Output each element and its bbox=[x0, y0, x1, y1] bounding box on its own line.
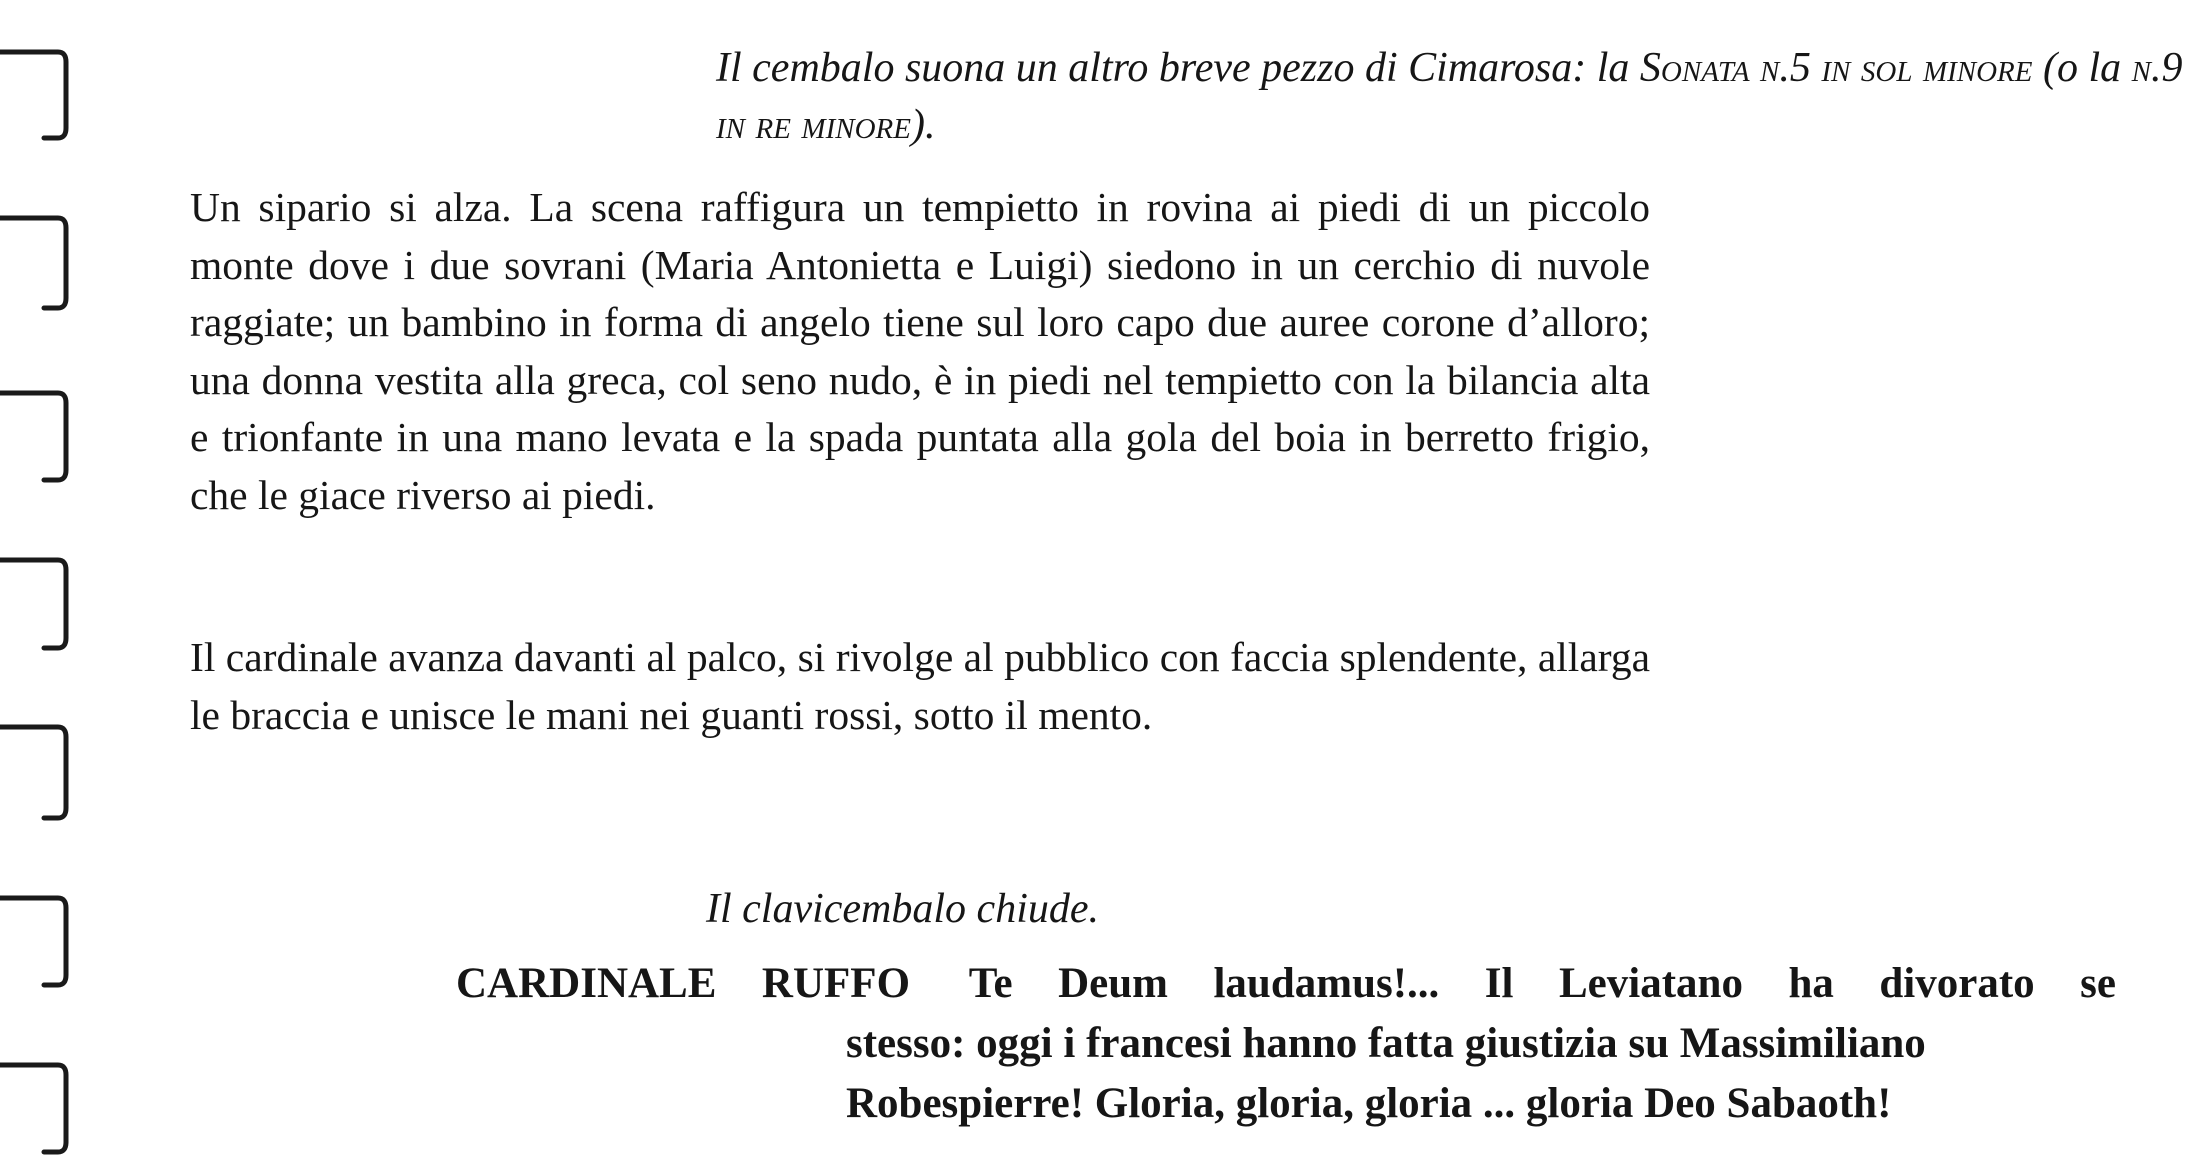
speech-line: stesso: oggi i francesi hanno fatta giustizia su Massimiliano bbox=[846, 1020, 1926, 1067]
binding-ring bbox=[0, 898, 66, 985]
binding-ring bbox=[0, 218, 66, 308]
spiral-binding bbox=[0, 0, 80, 1175]
stage-direction-text: Il cembalo suona un altro breve pezzo di Cimarosa: la bbox=[716, 45, 1640, 91]
speech-text: Te Deum laudamus!... Il Leviatano ha divorato se bbox=[968, 960, 2116, 1007]
narrative-paragraph: Un sipario si alza. La scena raffigura un tempietto in rovina ai piedi di un piccolo monte dove i due sovrani (Maria Antonietta e Luigi) siedono in un cerchio di nuvole raggiate; un bambino in forma di angelo tiene sul loro capo due auree corone d’alloro; una donna vestita alla greca, col seno nudo, è in piedi nel tempietto con la bilancia alta e trionfante in una mano levata e la spada puntata alla gola del boia in berretto frigio, che le giace riverso ai piedi. bbox=[190, 184, 1650, 518]
stage-direction-text: (o la bbox=[2032, 45, 2132, 91]
stage-direction-text: ). bbox=[910, 102, 936, 148]
stage-direction-smallcaps: n.9 in re minore bbox=[716, 45, 2183, 148]
binding-ring bbox=[0, 393, 66, 480]
binding-rings bbox=[0, 0, 80, 1175]
speech-line bbox=[456, 954, 2116, 1014]
narrative-paragraph: Il cardinale avanza davanti al palco, si rivolge al pubblico con faccia splendente, allarga le braccia e unisce le mani nei guanti rossi, sotto il mento. bbox=[190, 634, 1650, 738]
stage-direction-mid: Il clavicembalo chiude. bbox=[706, 886, 1100, 932]
binding-ring bbox=[0, 727, 66, 818]
speech-line: Robespierre! Gloria, gloria, gloria ... gloria Deo Sabaoth! bbox=[846, 1080, 1892, 1127]
stage-direction-smallcaps: Sonata n.5 in sol minore bbox=[1639, 45, 2033, 91]
binding-ring bbox=[0, 1065, 66, 1152]
binding-ring bbox=[0, 560, 66, 648]
speaker-name: CARDINALE RUFFO bbox=[456, 960, 911, 1007]
stage-direction-top bbox=[716, 40, 2206, 154]
binding-ring bbox=[0, 52, 66, 138]
speech-block bbox=[456, 954, 2116, 1134]
